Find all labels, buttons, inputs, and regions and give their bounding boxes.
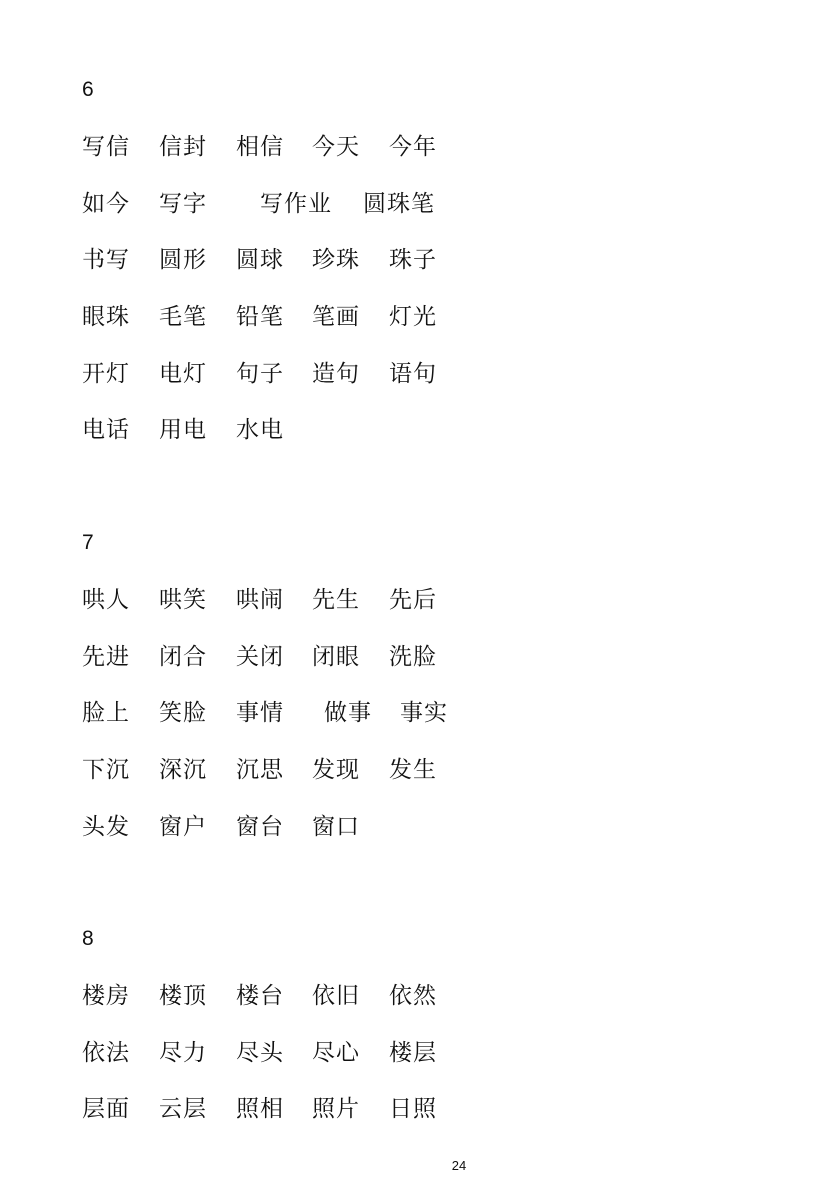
word: 如今 (82, 190, 130, 217)
word: 圆球 (236, 247, 284, 274)
word: 电灯 (159, 360, 207, 387)
word: 信封 (159, 134, 207, 160)
word: 闭合 (159, 643, 207, 670)
word: 铅笔 (236, 304, 284, 331)
word-row (82, 814, 448, 871)
word-row (82, 247, 437, 304)
word-row (82, 757, 448, 814)
word: 依旧 (312, 983, 360, 1009)
word: 今天 (312, 134, 360, 160)
word: 哄闹 (236, 587, 284, 613)
word-row (82, 644, 448, 701)
word: 照相 (236, 1096, 284, 1123)
word: 闭眼 (312, 643, 360, 670)
word: 发生 (389, 757, 437, 784)
word: 电话 (82, 417, 130, 444)
word: 珍珠 (312, 247, 360, 274)
word: 层面 (82, 1096, 130, 1123)
word: 尽头 (236, 1039, 284, 1066)
word: 先进 (82, 643, 130, 670)
word-row (82, 700, 448, 757)
word: 事实 (400, 700, 448, 727)
word: 窗户 (159, 813, 207, 840)
word: 关闭 (236, 643, 284, 670)
word-row (82, 983, 437, 1040)
section-number: 8 (82, 927, 94, 950)
word: 写作业 (260, 190, 332, 217)
word: 语句 (389, 360, 437, 387)
section-8 (82, 927, 437, 1153)
word: 灯光 (389, 304, 437, 331)
word: 事情 (236, 700, 284, 727)
word: 开灯 (82, 360, 130, 387)
page-number: 24 (451, 1158, 467, 1173)
word-row (82, 417, 437, 474)
word: 今年 (389, 134, 437, 160)
word: 写字 (159, 190, 207, 217)
word: 水电 (236, 417, 284, 444)
word: 尽心 (312, 1039, 360, 1066)
word: 书写 (82, 247, 130, 274)
word: 窗台 (236, 813, 284, 840)
section-7 (82, 531, 448, 870)
word: 楼层 (389, 1039, 437, 1066)
word: 脸上 (82, 700, 130, 727)
word: 楼台 (236, 983, 284, 1009)
word-row (82, 361, 437, 418)
word: 相信 (236, 134, 284, 160)
section-number: 7 (82, 531, 94, 554)
word: 楼顶 (159, 983, 207, 1009)
word: 笔画 (312, 304, 360, 331)
word: 用电 (159, 417, 207, 444)
word: 洗脸 (389, 643, 437, 670)
word: 先后 (389, 587, 437, 613)
word: 哄笑 (159, 587, 207, 613)
word: 珠子 (389, 247, 437, 274)
word-row (82, 304, 437, 361)
word: 先生 (312, 587, 360, 613)
section-number: 6 (82, 78, 94, 101)
word: 笑脸 (159, 700, 207, 727)
section-6 (82, 78, 437, 474)
word: 做事 (324, 700, 372, 727)
word: 句子 (236, 360, 284, 387)
word: 毛笔 (159, 304, 207, 331)
word-row (82, 1096, 437, 1153)
word: 楼房 (82, 983, 130, 1009)
word: 依法 (82, 1039, 130, 1066)
word: 哄人 (82, 587, 130, 613)
word-row (82, 587, 448, 644)
word: 深沉 (159, 757, 207, 784)
word: 圆珠笔 (363, 190, 435, 217)
word: 窗口 (312, 813, 360, 840)
word: 头发 (82, 813, 130, 840)
word-row (82, 1040, 437, 1097)
word: 圆形 (159, 247, 207, 274)
word: 下沉 (82, 757, 130, 784)
word: 日照 (389, 1096, 437, 1123)
word: 尽力 (159, 1039, 207, 1066)
word: 沉思 (236, 757, 284, 784)
word: 眼珠 (82, 304, 130, 331)
word: 发现 (312, 757, 360, 784)
word-row (82, 191, 437, 248)
word: 写信 (82, 134, 130, 160)
word-row (82, 134, 437, 191)
word: 造句 (312, 360, 360, 387)
word: 依然 (389, 983, 437, 1009)
word: 云层 (159, 1096, 207, 1123)
word: 照片 (312, 1096, 360, 1123)
